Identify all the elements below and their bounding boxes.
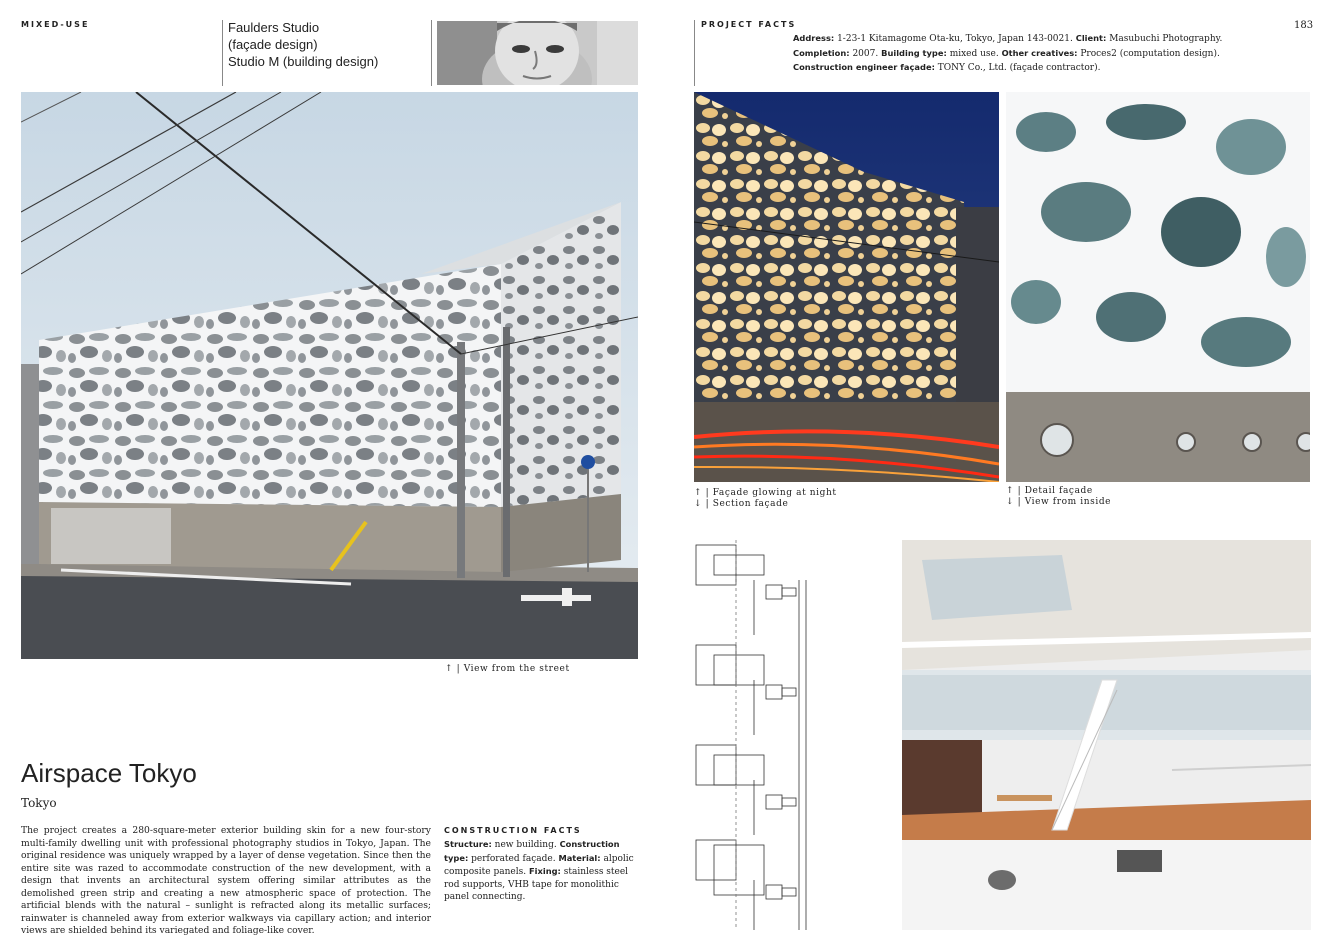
- header-divider: [431, 20, 432, 86]
- fact-key: Construction engineer façade:: [793, 62, 935, 72]
- construction-facts-heading: CONSTRUCTION FACTS: [444, 826, 582, 835]
- section-label: MIXED-USE: [21, 20, 90, 29]
- fact-key: Structure:: [444, 839, 492, 849]
- project-facts-heading: PROJECT FACTS: [701, 20, 797, 29]
- fact-value: 2007.: [849, 48, 879, 59]
- project-location: Tokyo: [21, 796, 57, 810]
- caption-detail: [1006, 486, 1111, 508]
- architect-line: Faulders Studio: [228, 20, 320, 35]
- fact-value: Masubuchi Photography.: [1106, 34, 1223, 44]
- fact-key: Completion:: [793, 47, 850, 58]
- fact-key: Construction type:: [444, 839, 620, 863]
- facade-detail-photo: [1006, 92, 1310, 482]
- page-number: 183: [1294, 20, 1314, 31]
- fact-value: alpolic composite panels.: [444, 853, 634, 877]
- caption-line: ↑ | Façade glowing at night: [694, 488, 837, 498]
- caption-street: ↑ | View from the street: [445, 664, 570, 674]
- fact-value: perforated façade.: [468, 853, 556, 864]
- fact-value: mixed use.: [946, 48, 999, 59]
- fact-key: Fixing:: [526, 866, 561, 876]
- caption-line: ↑ | Detail façade: [1006, 486, 1093, 496]
- project-title: Airspace Tokyo: [21, 758, 197, 788]
- construction-facts-text: [444, 838, 638, 904]
- project-facts-text: [793, 32, 1238, 76]
- street-view-photo: [21, 92, 638, 659]
- fact-value: new building.: [491, 840, 557, 850]
- header-divider: [222, 20, 223, 86]
- architect-line: Studio M (building design): [228, 54, 379, 69]
- fact-key: Address:: [793, 33, 835, 43]
- architect-credits: [228, 19, 378, 70]
- project-description: The project creates a 280-square-meter exterior building skin for a new four-story multi-family dwelling unit with professional photography studios in Tokyo, Japan. The original residence was uniquely wrapped by a layer of dense vegetation. Since then the entire site was razed to accommodate construction of the new development, with a design that invents an architectural system offering similar attributes as the demolished green strip and creating a new atmospheric space of protection. The artificial blends with the natural – sunlight is refracted along its metallic surfaces; rainwater is channeled away from exterior walkways via capillary action; and interior views are shielded behind its variegated and foliage-like cover.: [21, 825, 431, 936]
- architect-line: (façade design): [228, 37, 318, 52]
- fact-value: stainless steel rod supports, VHB tape for monolithic panel connecting.: [444, 867, 629, 902]
- caption-line: ↓ | View from inside: [1006, 497, 1112, 507]
- interior-view-photo: [902, 540, 1311, 930]
- section-drawing: [694, 540, 834, 930]
- header-divider: [694, 20, 695, 86]
- fact-value: Proces2 (computation design).: [1077, 48, 1220, 59]
- fact-key: Client:: [1072, 33, 1107, 43]
- fact-key: Building type:: [878, 47, 947, 58]
- fact-key: Other creatives:: [998, 47, 1078, 58]
- fact-key: Material:: [555, 852, 601, 863]
- fact-value: 1-23-1 Kitamagome Ota-ku, Tokyo, Japan 143-0021.: [834, 34, 1073, 44]
- caption-line: ↓ | Section façade: [694, 499, 789, 509]
- architect-portrait: [437, 21, 638, 85]
- caption-night: [694, 488, 837, 510]
- fact-value: TONY Co., Ltd. (façade contractor).: [934, 63, 1101, 73]
- night-facade-photo: [694, 92, 999, 482]
